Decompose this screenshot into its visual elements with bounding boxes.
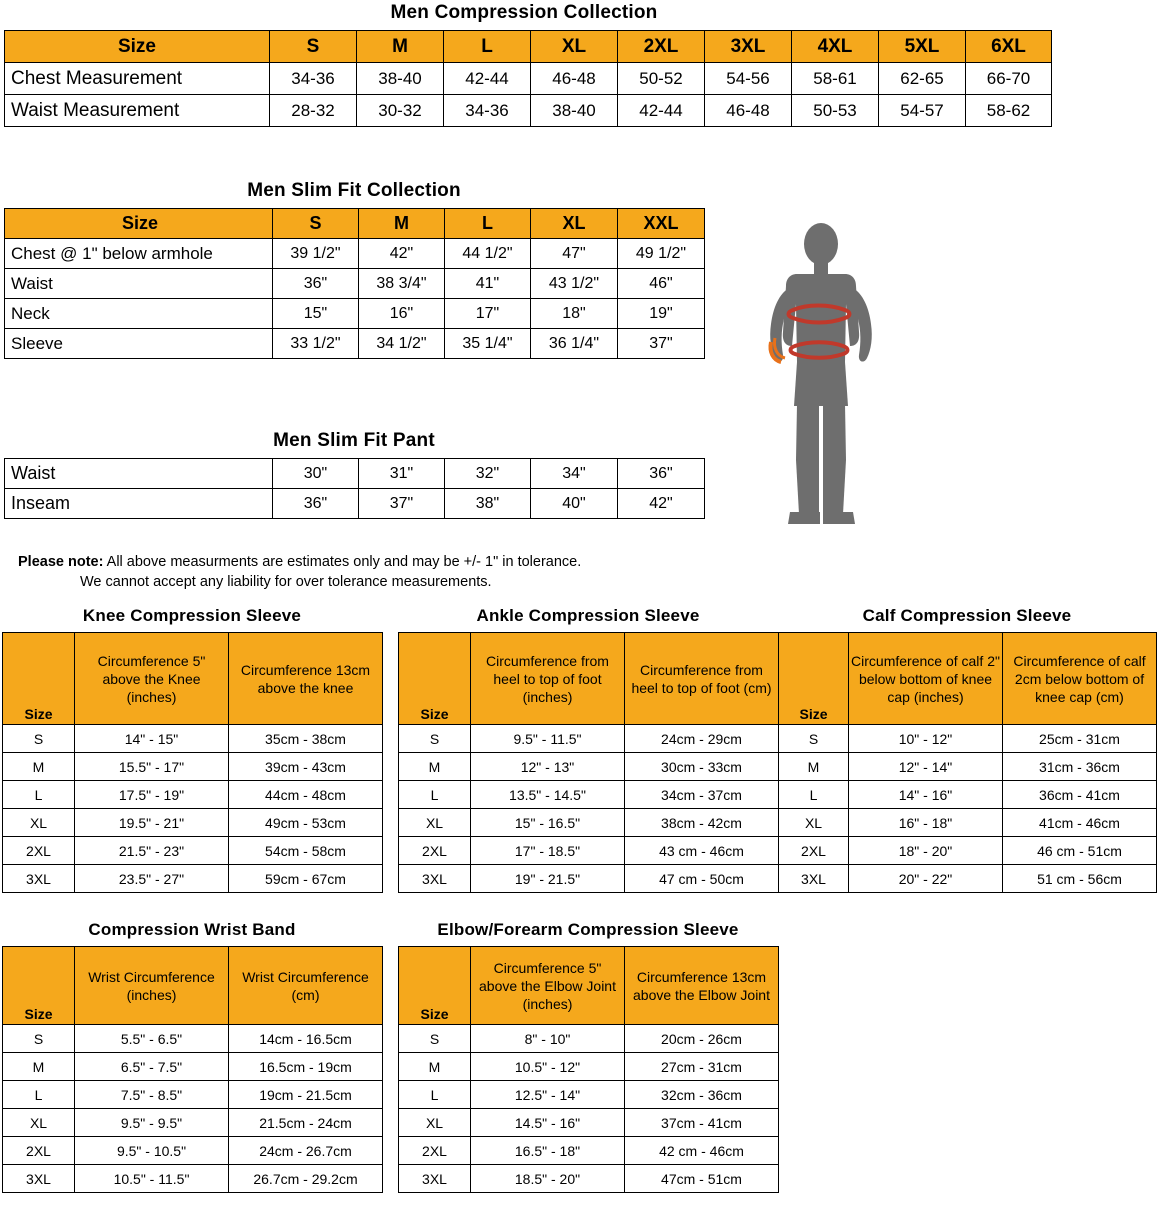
row-size: L — [779, 781, 849, 809]
row-size: 3XL — [399, 1165, 471, 1193]
column-header-6xl: 6XL — [966, 31, 1052, 63]
men-compression-collection-table — [4, 30, 1052, 127]
cell: 44 1/2" — [445, 239, 531, 269]
row-size: 2XL — [399, 837, 471, 865]
table-row — [5, 63, 1052, 95]
cell: 36" — [273, 269, 359, 299]
cell: 14.5" - 16" — [471, 1109, 625, 1137]
compression-wrist-band-section — [2, 920, 382, 1193]
table-row — [779, 809, 1157, 837]
cell: 28-32 — [270, 95, 357, 127]
column-header-size: Size — [3, 633, 75, 725]
column-header-cm: Circumference 13cm above the Elbow Joint — [625, 947, 779, 1025]
cell: 17.5" - 19" — [75, 781, 229, 809]
cell: 41" — [445, 269, 531, 299]
row-label-chest-below-armhole: Chest @ 1" below armhole — [5, 239, 273, 269]
cell: 30cm - 33cm — [625, 753, 779, 781]
row-size: S — [779, 725, 849, 753]
cell: 14" - 16" — [849, 781, 1003, 809]
column-header-inches: Circumference of calf 2" below bottom of knee cap (inches) — [849, 633, 1003, 725]
row-size: XL — [779, 809, 849, 837]
column-header-xxl: XXL — [618, 209, 705, 239]
table-row — [3, 1081, 383, 1109]
table-row — [5, 239, 705, 269]
cell: 14" - 15" — [75, 725, 229, 753]
cell: 38 3/4" — [359, 269, 445, 299]
cell: 23.5" - 27" — [75, 865, 229, 893]
cell: 49 1/2" — [618, 239, 705, 269]
row-size: XL — [3, 1109, 75, 1137]
cell: 37cm - 41cm — [625, 1109, 779, 1137]
table-row — [3, 781, 383, 809]
cell: 38cm - 42cm — [625, 809, 779, 837]
table-row — [399, 781, 779, 809]
column-header-inches: Circumference 5" above the Knee (inches) — [75, 633, 229, 725]
cell: 51 cm - 56cm — [1003, 865, 1157, 893]
men-slim-fit-collection-table — [4, 208, 705, 359]
elbow-forearm-compression-sleeve-title: Elbow/Forearm Compression Sleeve — [437, 920, 739, 939]
men-slim-fit-collection-section — [4, 180, 704, 359]
cell: 54-56 — [705, 63, 792, 95]
row-size: 3XL — [779, 865, 849, 893]
table-row — [399, 1165, 779, 1193]
cell: 62-65 — [879, 63, 966, 95]
table-header-row — [779, 633, 1157, 725]
row-size: M — [399, 1053, 471, 1081]
cell: 8" - 10" — [471, 1025, 625, 1053]
row-size: 2XL — [3, 837, 75, 865]
cell: 26.7cm - 29.2cm — [229, 1165, 383, 1193]
men-slim-fit-pant-title: Men Slim Fit Pant — [273, 430, 435, 451]
table-header-row — [3, 947, 383, 1025]
cell: 58-61 — [792, 63, 879, 95]
cell: 46-48 — [531, 63, 618, 95]
cell: 43 1/2" — [531, 269, 618, 299]
row-size: M — [3, 1053, 75, 1081]
table-row — [3, 1109, 383, 1137]
cell: 47" — [531, 239, 618, 269]
table-row — [3, 1053, 383, 1081]
cell: 42" — [618, 489, 705, 519]
table-row — [5, 329, 705, 359]
cell: 16.5" - 18" — [471, 1137, 625, 1165]
column-header-size: Size — [779, 633, 849, 725]
row-label-neck: Neck — [5, 299, 273, 329]
cell: 46" — [618, 269, 705, 299]
row-size: S — [399, 725, 471, 753]
cell: 16" — [359, 299, 445, 329]
cell: 38-40 — [357, 63, 444, 95]
elbow-forearm-compression-sleeve-table — [398, 946, 779, 1193]
row-label-waist: Waist — [5, 459, 273, 489]
table-row — [5, 299, 705, 329]
table-row — [3, 1165, 383, 1193]
column-header-cm: Circumference of calf 2cm below bottom of knee cap (cm) — [1003, 633, 1157, 725]
column-header-xl: XL — [531, 209, 618, 239]
cell: 21.5" - 23" — [75, 837, 229, 865]
column-header-inches: Circumference 5" above the Elbow Joint (inches) — [471, 947, 625, 1025]
cell: 19" - 21.5" — [471, 865, 625, 893]
column-header-inches: Wrist Circumference (inches) — [75, 947, 229, 1025]
row-size: XL — [3, 809, 75, 837]
men-slim-fit-pant-table — [4, 458, 705, 519]
row-size: L — [3, 781, 75, 809]
table-header-row — [399, 633, 779, 725]
column-header-cm: Circumference 13cm above the knee — [229, 633, 383, 725]
cell: 9.5" - 11.5" — [471, 725, 625, 753]
table-header-row — [5, 209, 705, 239]
knee-compression-sleeve-table — [2, 632, 383, 893]
cell: 20" - 22" — [849, 865, 1003, 893]
row-size: L — [3, 1081, 75, 1109]
calf-compression-sleeve-title: Calf Compression Sleeve — [862, 606, 1072, 625]
cell: 9.5" - 9.5" — [75, 1109, 229, 1137]
column-header-size: Size — [399, 947, 471, 1025]
cell: 33 1/2" — [273, 329, 359, 359]
row-size: S — [3, 1025, 75, 1053]
table-row — [399, 1137, 779, 1165]
cell: 12" - 13" — [471, 753, 625, 781]
note-bold-label: Please note: — [18, 554, 104, 570]
row-size: L — [399, 1081, 471, 1109]
calf-compression-sleeve-table — [778, 632, 1157, 893]
column-header-s: S — [270, 31, 357, 63]
table-row — [399, 1109, 779, 1137]
cell: 6.5" - 7.5" — [75, 1053, 229, 1081]
row-label-waist: Waist Measurement — [5, 95, 270, 127]
column-header-size: Size — [3, 947, 75, 1025]
cell: 50-52 — [618, 63, 705, 95]
row-size: 2XL — [3, 1137, 75, 1165]
cell: 35 1/4" — [445, 329, 531, 359]
cell: 12" - 14" — [849, 753, 1003, 781]
men-slim-fit-pant-section — [4, 430, 704, 519]
mannequin-illustration — [735, 222, 935, 542]
cell: 24cm - 29cm — [625, 725, 779, 753]
table-row — [3, 809, 383, 837]
cell: 42-44 — [444, 63, 531, 95]
cell: 31cm - 36cm — [1003, 753, 1157, 781]
cell: 58-62 — [966, 95, 1052, 127]
column-header-3xl: 3XL — [705, 31, 792, 63]
cell: 46 cm - 51cm — [1003, 837, 1157, 865]
cell: 20cm - 26cm — [625, 1025, 779, 1053]
cell: 50-53 — [792, 95, 879, 127]
table-row — [3, 865, 383, 893]
cell: 46-48 — [705, 95, 792, 127]
table-row — [399, 1081, 779, 1109]
men-compression-collection-title: Men Compression Collection — [390, 2, 658, 23]
elbow-forearm-compression-sleeve-section — [398, 920, 778, 1193]
calf-compression-sleeve-section — [778, 606, 1156, 893]
knee-compression-sleeve-title: Knee Compression Sleeve — [82, 606, 302, 625]
column-header-cm: Wrist Circumference (cm) — [229, 947, 383, 1025]
cell: 44cm - 48cm — [229, 781, 383, 809]
cell: 19" — [618, 299, 705, 329]
column-header-inches: Circumference from heel to top of foot (inches) — [471, 633, 625, 725]
table-header-row — [399, 947, 779, 1025]
column-header-size: Size — [5, 209, 273, 239]
men-compression-collection-section — [4, 2, 1044, 127]
cell: 18" - 20" — [849, 837, 1003, 865]
cell: 32" — [445, 459, 531, 489]
cell: 59cm - 67cm — [229, 865, 383, 893]
compression-wrist-band-title: Compression Wrist Band — [88, 920, 296, 939]
ankle-compression-sleeve-section — [398, 606, 778, 893]
cell: 10.5" - 12" — [471, 1053, 625, 1081]
table-row — [399, 809, 779, 837]
row-label-sleeve: Sleeve — [5, 329, 273, 359]
cell: 42 cm - 46cm — [625, 1137, 779, 1165]
column-header-xl: XL — [531, 31, 618, 63]
table-row — [5, 269, 705, 299]
table-row — [3, 1137, 383, 1165]
column-header-m: M — [359, 209, 445, 239]
row-label-inseam: Inseam — [5, 489, 273, 519]
table-row — [3, 1025, 383, 1053]
cell: 27cm - 31cm — [625, 1053, 779, 1081]
cell: 25cm - 31cm — [1003, 725, 1157, 753]
table-row — [779, 837, 1157, 865]
cell: 34-36 — [444, 95, 531, 127]
column-header-4xl: 4XL — [792, 31, 879, 63]
column-header-2xl: 2XL — [618, 31, 705, 63]
row-size: 2XL — [779, 837, 849, 865]
row-size: S — [3, 725, 75, 753]
compression-wrist-band-table — [2, 946, 383, 1193]
cell: 7.5" - 8.5" — [75, 1081, 229, 1109]
note-line-2: We cannot accept any liability for over tolerance measurements. — [80, 574, 492, 590]
table-row — [779, 781, 1157, 809]
table-row — [399, 837, 779, 865]
table-row — [779, 753, 1157, 781]
cell: 38" — [445, 489, 531, 519]
table-row — [399, 753, 779, 781]
cell: 34 1/2" — [359, 329, 445, 359]
row-size: 2XL — [399, 1137, 471, 1165]
column-header-m: M — [357, 31, 444, 63]
table-row — [3, 837, 383, 865]
ankle-compression-sleeve-title: Ankle Compression Sleeve — [476, 606, 700, 625]
cell: 42" — [359, 239, 445, 269]
table-row — [3, 753, 383, 781]
cell: 47cm - 51cm — [625, 1165, 779, 1193]
cell: 18" — [531, 299, 618, 329]
table-row — [399, 725, 779, 753]
cell: 34" — [531, 459, 618, 489]
table-row — [399, 1025, 779, 1053]
table-row — [5, 489, 705, 519]
cell: 36 1/4" — [531, 329, 618, 359]
cell: 12.5" - 14" — [471, 1081, 625, 1109]
cell: 32cm - 36cm — [625, 1081, 779, 1109]
row-label-chest: Chest Measurement — [5, 63, 270, 95]
table-row — [399, 865, 779, 893]
cell: 30" — [273, 459, 359, 489]
cell: 42-44 — [618, 95, 705, 127]
cell: 21.5cm - 24cm — [229, 1109, 383, 1137]
cell: 40" — [531, 489, 618, 519]
column-header-cm: Circumference from heel to top of foot (cm) — [625, 633, 779, 725]
table-header-row — [5, 31, 1052, 63]
cell: 38-40 — [531, 95, 618, 127]
cell: 34cm - 37cm — [625, 781, 779, 809]
cell: 13.5" - 14.5" — [471, 781, 625, 809]
cell: 5.5" - 6.5" — [75, 1025, 229, 1053]
ankle-compression-sleeve-table — [398, 632, 779, 893]
cell: 16.5cm - 19cm — [229, 1053, 383, 1081]
cell: 37" — [359, 489, 445, 519]
table-row — [5, 95, 1052, 127]
cell: 24cm - 26.7cm — [229, 1137, 383, 1165]
cell: 54-57 — [879, 95, 966, 127]
table-row — [3, 725, 383, 753]
cell: 34-36 — [270, 63, 357, 95]
cell: 19cm - 21.5cm — [229, 1081, 383, 1109]
row-size: M — [3, 753, 75, 781]
row-size: L — [399, 781, 471, 809]
cell: 39cm - 43cm — [229, 753, 383, 781]
row-label-waist: Waist — [5, 269, 273, 299]
tolerance-note — [18, 552, 738, 592]
cell: 16" - 18" — [849, 809, 1003, 837]
cell: 35cm - 38cm — [229, 725, 383, 753]
cell: 9.5" - 10.5" — [75, 1137, 229, 1165]
column-header-l: L — [445, 209, 531, 239]
row-size: M — [779, 753, 849, 781]
cell: 54cm - 58cm — [229, 837, 383, 865]
row-size: XL — [399, 1109, 471, 1137]
cell: 49cm - 53cm — [229, 809, 383, 837]
cell: 36" — [273, 489, 359, 519]
cell: 37" — [618, 329, 705, 359]
cell: 19.5" - 21" — [75, 809, 229, 837]
column-header-l: L — [444, 31, 531, 63]
table-row — [779, 865, 1157, 893]
cell: 41cm - 46cm — [1003, 809, 1157, 837]
cell: 10.5" - 11.5" — [75, 1165, 229, 1193]
cell: 31" — [359, 459, 445, 489]
men-slim-fit-collection-title: Men Slim Fit Collection — [247, 180, 461, 201]
cell: 36" — [618, 459, 705, 489]
row-size: 3XL — [3, 1165, 75, 1193]
column-header-size: Size — [5, 31, 270, 63]
column-header-size: Size — [399, 633, 471, 725]
cell: 14cm - 16.5cm — [229, 1025, 383, 1053]
table-row — [399, 1053, 779, 1081]
mannequin-svg — [735, 222, 935, 542]
column-header-5xl: 5XL — [879, 31, 966, 63]
cell: 18.5" - 20" — [471, 1165, 625, 1193]
table-header-row — [3, 633, 383, 725]
table-row — [779, 725, 1157, 753]
note-line-1: All above measurments are estimates only and may be +/- 1" in tolerance. — [103, 554, 582, 570]
cell: 17" - 18.5" — [471, 837, 625, 865]
cell: 15.5" - 17" — [75, 753, 229, 781]
row-size: XL — [399, 809, 471, 837]
cell: 39 1/2" — [273, 239, 359, 269]
row-size: 3XL — [399, 865, 471, 893]
cell: 66-70 — [966, 63, 1052, 95]
knee-compression-sleeve-section — [2, 606, 382, 893]
cell: 10" - 12" — [849, 725, 1003, 753]
table-row — [5, 459, 705, 489]
row-size: 3XL — [3, 865, 75, 893]
cell: 17" — [445, 299, 531, 329]
cell: 30-32 — [357, 95, 444, 127]
cell: 43 cm - 46cm — [625, 837, 779, 865]
cell: 47 cm - 50cm — [625, 865, 779, 893]
column-header-s: S — [273, 209, 359, 239]
cell: 15" — [273, 299, 359, 329]
row-size: M — [399, 753, 471, 781]
row-size: S — [399, 1025, 471, 1053]
cell: 15" - 16.5" — [471, 809, 625, 837]
cell: 36cm - 41cm — [1003, 781, 1157, 809]
